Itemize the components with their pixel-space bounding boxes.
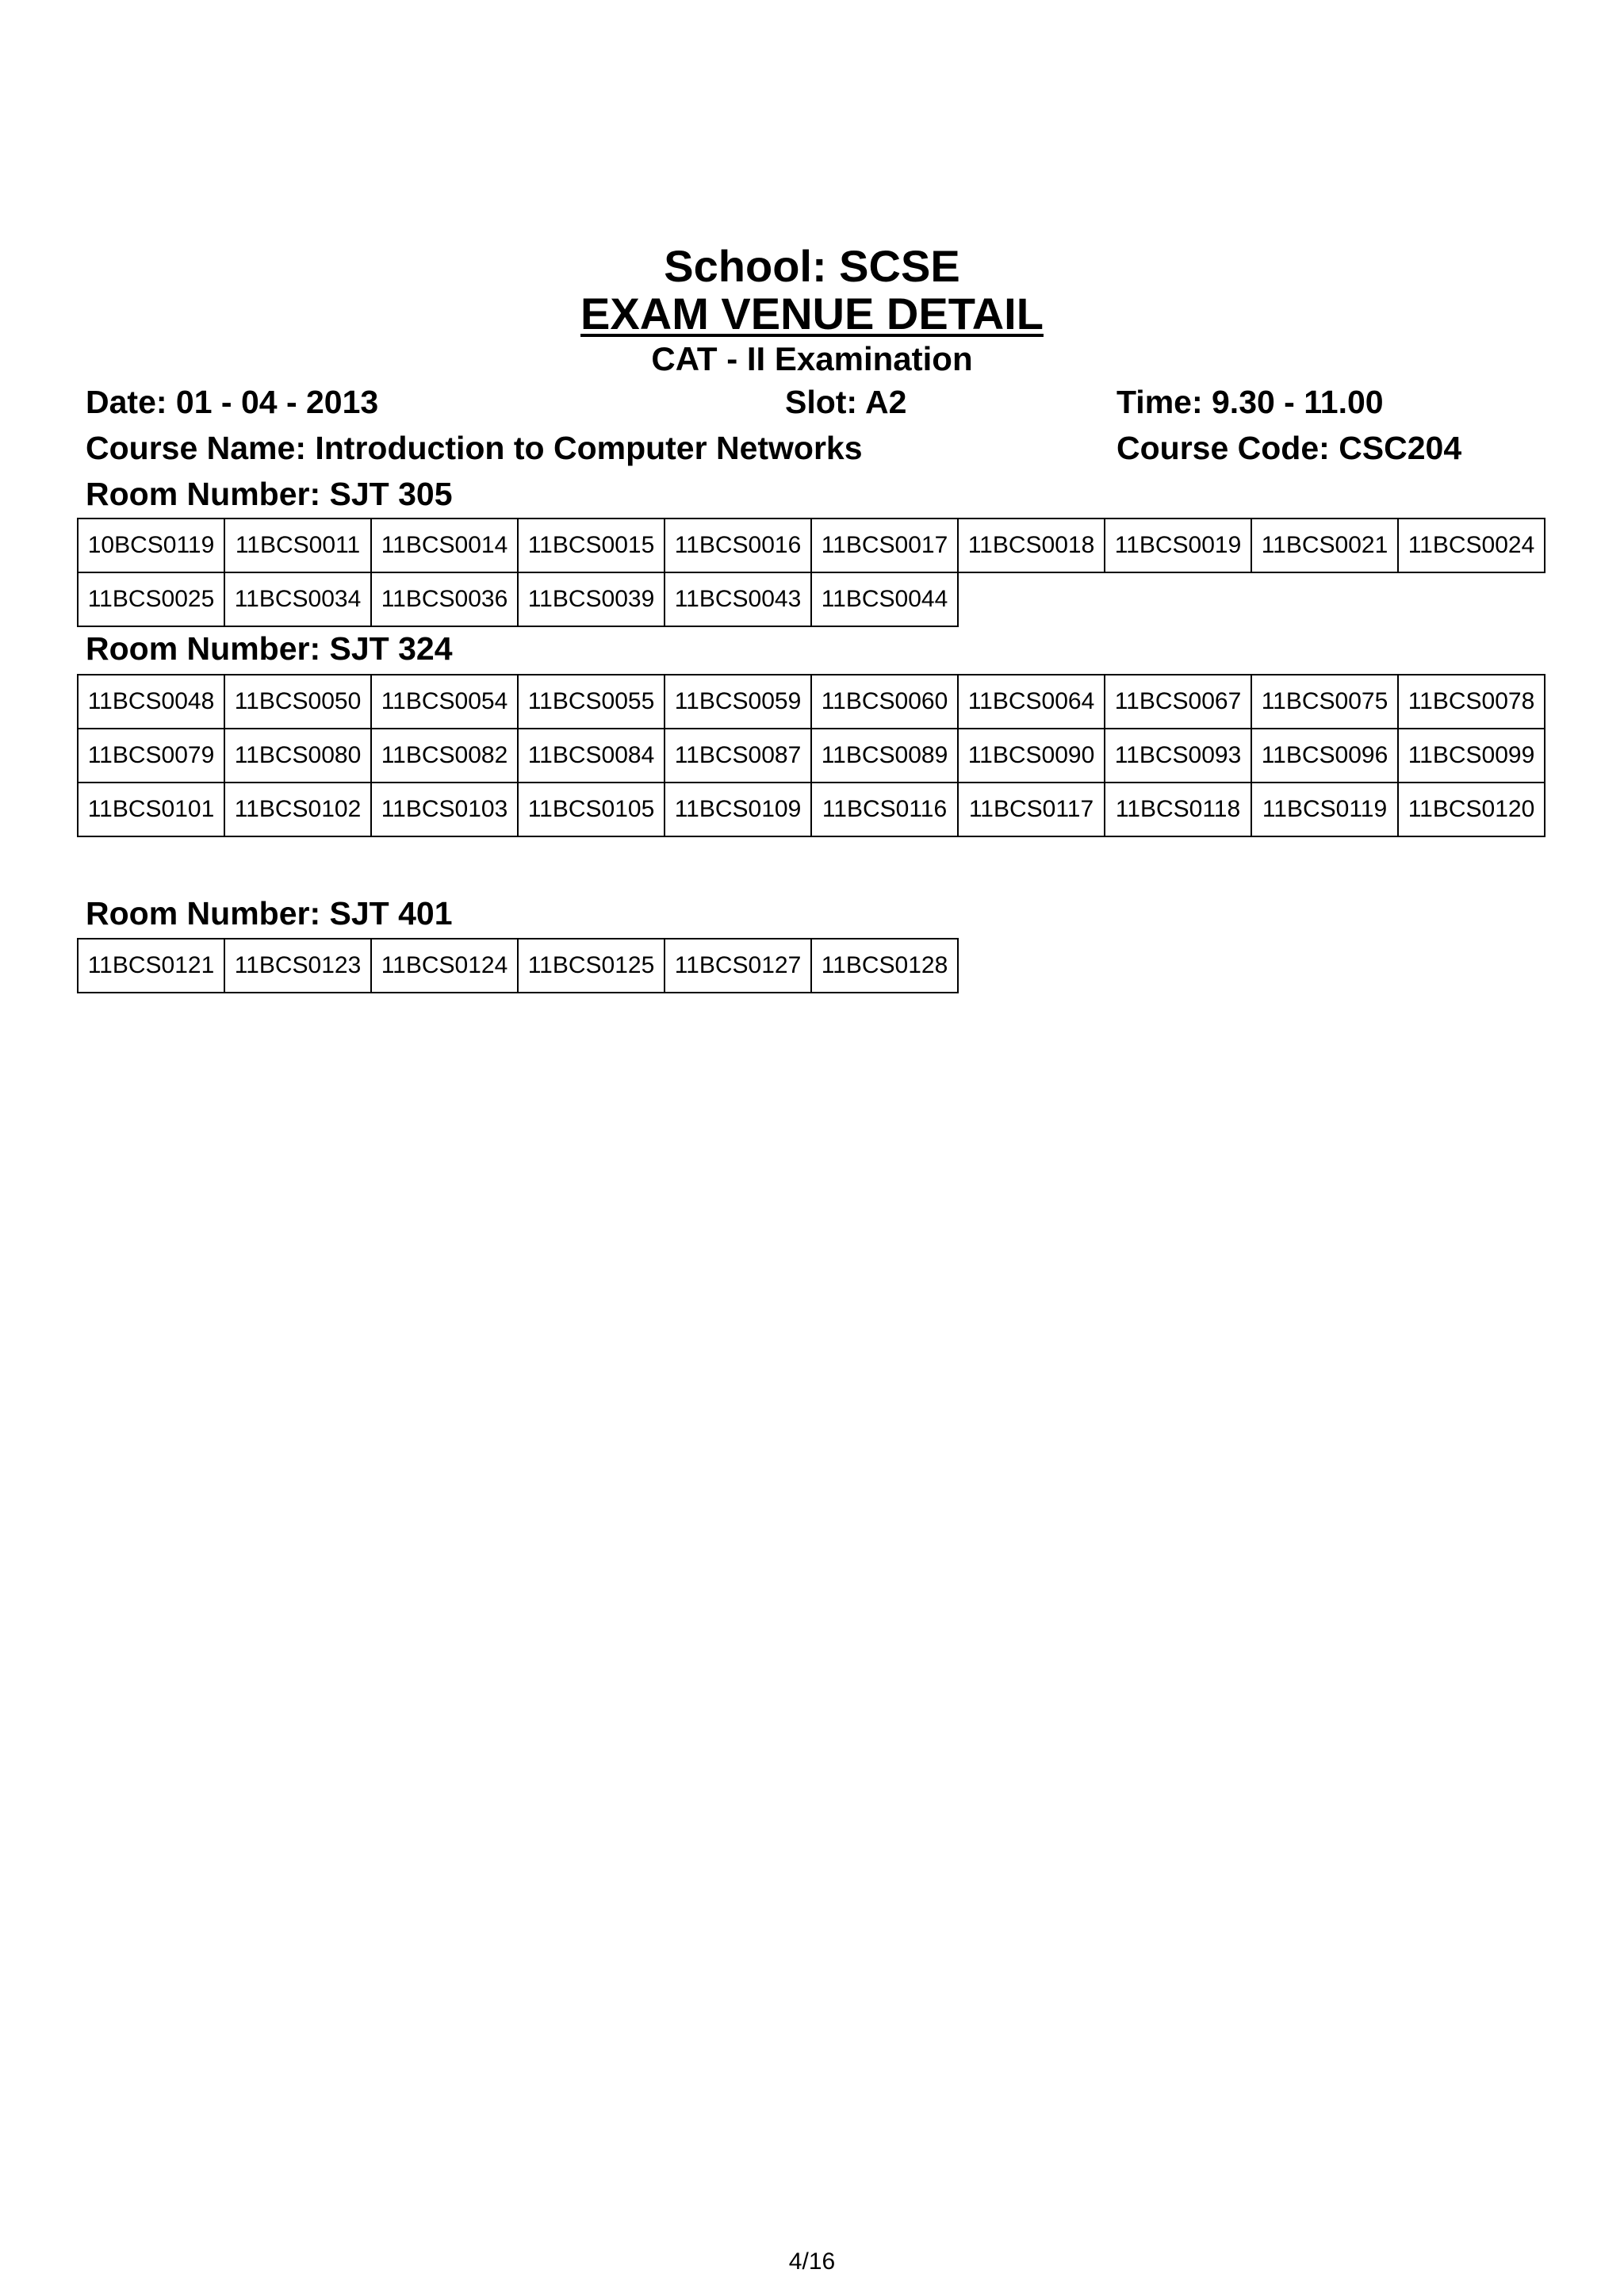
roll-number-cell: 11BCS0127	[665, 939, 811, 993]
room-roll-table	[77, 518, 1545, 573]
roll-number-cell: 11BCS0044	[811, 572, 958, 626]
roll-number-cell: 11BCS0101	[78, 783, 224, 836]
exam-name: CAT - II Examination	[651, 340, 973, 377]
roll-number-cell: 11BCS0011	[224, 519, 371, 572]
table-row	[78, 729, 1545, 783]
roll-number-cell: 11BCS0124	[371, 939, 518, 993]
roll-number-cell: 11BCS0067	[1105, 675, 1251, 729]
roll-number-cell: 11BCS0089	[811, 729, 958, 783]
room-roll-table	[77, 938, 959, 993]
room-heading: Room Number: SJT 401	[86, 895, 453, 932]
roll-number-cell: 11BCS0015	[518, 519, 665, 572]
roll-number-cell: 11BCS0117	[958, 783, 1105, 836]
exam-slot: Slot: A2	[785, 384, 907, 420]
roll-number-cell: 11BCS0054	[371, 675, 518, 729]
exam-date: Date: 01 - 04 - 2013	[86, 384, 379, 420]
roll-number-cell: 11BCS0116	[811, 783, 958, 836]
roll-number-cell: 10BCS0119	[78, 519, 224, 572]
school-title: School: SCSE	[664, 241, 960, 291]
roll-number-cell: 11BCS0014	[371, 519, 518, 572]
roll-number-cell: 11BCS0099	[1398, 729, 1545, 783]
table-row	[78, 783, 1545, 836]
table-row	[78, 675, 1545, 729]
room-heading: Room Number: SJT 305	[86, 476, 453, 512]
roll-number-cell: 11BCS0036	[371, 572, 518, 626]
roll-number-cell: 11BCS0060	[811, 675, 958, 729]
page-number: 4/16	[788, 2248, 836, 2275]
roll-number-cell: 11BCS0078	[1398, 675, 1545, 729]
roll-number-cell: 11BCS0084	[518, 729, 665, 783]
roll-number-cell: 11BCS0025	[78, 572, 224, 626]
roll-number-cell: 11BCS0096	[1251, 729, 1398, 783]
roll-number-cell: 11BCS0017	[811, 519, 958, 572]
roll-number-cell: 11BCS0109	[665, 783, 811, 836]
roll-number-cell: 11BCS0018	[958, 519, 1105, 572]
roll-number-cell: 11BCS0064	[958, 675, 1105, 729]
room-heading: Room Number: SJT 324	[86, 630, 453, 667]
table-row	[78, 939, 958, 993]
course-name: Course Name: Introduction to Computer Networks	[86, 430, 863, 466]
roll-number-cell: 11BCS0082	[371, 729, 518, 783]
table-row	[78, 519, 1545, 572]
roll-number-cell: 11BCS0019	[1105, 519, 1251, 572]
roll-number-cell: 11BCS0050	[224, 675, 371, 729]
roll-number-cell: 11BCS0090	[958, 729, 1105, 783]
roll-number-cell: 11BCS0043	[665, 572, 811, 626]
room-roll-table	[77, 572, 959, 627]
roll-number-cell: 11BCS0080	[224, 729, 371, 783]
roll-number-cell: 11BCS0093	[1105, 729, 1251, 783]
roll-number-cell: 11BCS0055	[518, 675, 665, 729]
roll-number-cell: 11BCS0102	[224, 783, 371, 836]
roll-number-cell: 11BCS0021	[1251, 519, 1398, 572]
roll-number-cell: 11BCS0123	[224, 939, 371, 993]
course-code: Course Code: CSC204	[1116, 430, 1462, 466]
roll-number-cell: 11BCS0016	[665, 519, 811, 572]
roll-number-cell: 11BCS0128	[811, 939, 958, 993]
roll-number-cell: 11BCS0121	[78, 939, 224, 993]
roll-number-cell: 11BCS0120	[1398, 783, 1545, 836]
table-row	[78, 572, 958, 626]
roll-number-cell: 11BCS0075	[1251, 675, 1398, 729]
roll-number-cell: 11BCS0034	[224, 572, 371, 626]
roll-number-cell: 11BCS0119	[1251, 783, 1398, 836]
roll-number-cell: 11BCS0039	[518, 572, 665, 626]
roll-number-cell: 11BCS0118	[1105, 783, 1251, 836]
roll-number-cell: 11BCS0105	[518, 783, 665, 836]
roll-number-cell: 11BCS0024	[1398, 519, 1545, 572]
roll-number-cell: 11BCS0103	[371, 783, 518, 836]
roll-number-cell: 11BCS0125	[518, 939, 665, 993]
document-title: EXAM VENUE DETAIL	[580, 289, 1044, 339]
room-roll-table	[77, 674, 1545, 837]
roll-number-cell: 11BCS0087	[665, 729, 811, 783]
roll-number-cell: 11BCS0059	[665, 675, 811, 729]
roll-number-cell: 11BCS0048	[78, 675, 224, 729]
exam-time: Time: 9.30 - 11.00	[1116, 384, 1384, 420]
roll-number-cell: 11BCS0079	[78, 729, 224, 783]
